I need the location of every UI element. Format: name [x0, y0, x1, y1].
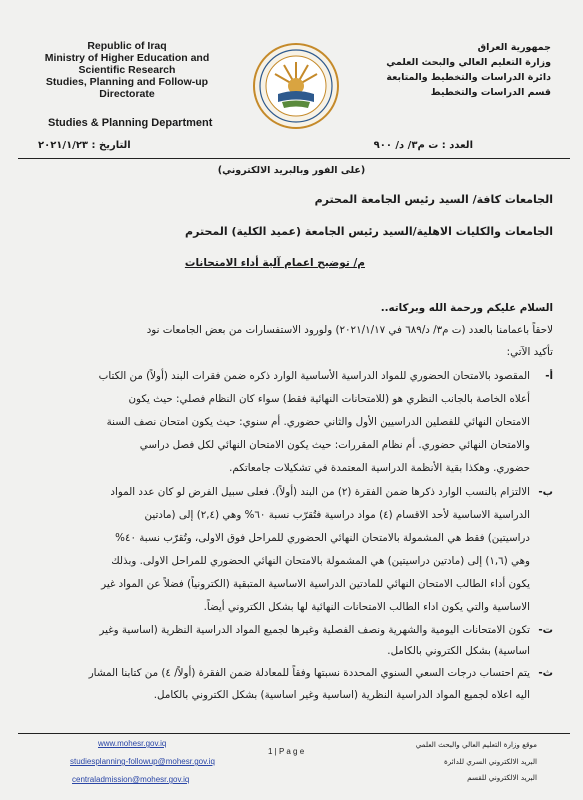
recipient-line: الجامعات كافة/ السيد رئيس الجامعة المحترم: [314, 193, 553, 206]
item-marker: ت-: [538, 624, 553, 636]
item-line: اساسية) بشكل الكتروني بالكامل.: [387, 645, 530, 657]
footer-link-admission[interactable]: centraladmission@mohesr.gov.iq: [72, 775, 190, 784]
item-line: اليه اعلاه لجميع المواد الدراسية النظرية (اساسية وغير اساسية) بشكل الكتروني بالكامل.: [153, 689, 530, 701]
item-line: يتم احتساب درجات السعي السنوي المحددة نسبتها وفقاً للمعادلة ضمن الفقرة (أولاً/ ٤) من كتابنا المشار: [88, 667, 530, 679]
footer-label: البريد الالكتروني السري للدائرة: [443, 757, 537, 766]
footer-label: البريد الالكتروني للقسم: [467, 773, 537, 782]
item-line: تكون الامتحانات اليومية والشهرية ونصف الفصلية وغيرها لجميع المواد الدراسية النظرية (اساسية وغير: [99, 624, 530, 636]
reference-date: التاريخ : ٢٠٢١/١/٢٣: [38, 140, 131, 151]
page-number: 1 | P a g e: [268, 747, 305, 756]
intro-line: لاحقاً باعمامنا بالعدد (ت م٣/ د/٦٨٩ في ٢٠٢١/١/١٧) ولورود الاستفسارات من بعض الجامعات نود: [146, 324, 553, 336]
item-line: والامتحان النهائي حضوري. أم نظام المقررات: حيث يكون الامتحان النهائي لكل فصل دراسي: [139, 439, 530, 451]
subject-line: م/ توضيح اعمام آلية أداء الامتحانات: [184, 257, 365, 269]
ministry-seal-logo: [252, 42, 340, 130]
en-header-line: Republic of Iraq: [87, 40, 167, 52]
item-line: الدراسية الاساسية لأحد الاقسام (٤) مواد دراسية فتُقرّب نسبة ٦٠% وهي (٢,٤) إلى (مادتين: [144, 509, 530, 521]
item-line: وهي (١,٦) إلى (مادتين دراسيتين) هي المشمولة بالامتحان النهائي الحضوري للمراحل الاولى. وبذلك: [111, 555, 530, 567]
en-header-line: Directorate: [99, 88, 155, 100]
recipient-line: الجامعات والكليات الاهلية/السيد رئيس الجامعة (عميد الكلية) المحترم: [185, 225, 553, 238]
arabic-header: [381, 40, 551, 100]
footer-link-email[interactable]: studiesplanning-followup@mohesr.gov.iq: [70, 757, 215, 766]
intro-line: تأكيد الآتي:: [506, 346, 553, 358]
item-marker: ب-: [538, 486, 553, 498]
ar-header-line: جمهورية العراق: [477, 42, 551, 53]
reference-number: العدد : ت م٣/ د/ ٩٠٠: [373, 140, 473, 151]
footer-link-website[interactable]: www.mohesr.gov.iq: [98, 739, 167, 748]
en-header-line: Scientific Research: [78, 64, 176, 76]
item-marker: ث-: [538, 667, 553, 679]
ar-header-line: دائرة الدراسات والتخطيط والمتابعة: [386, 72, 551, 83]
item-line: حضوري. وهكذا بقية الأنظمة الدراسية المعتمدة في تشكيلات جامعاتكم.: [229, 462, 530, 474]
item-line: الامتحان النهائي للفصلين الدراسيين الأول والثاني حضوري. أم سنوي: حيث يكون امتحان نصف السنة: [106, 416, 530, 428]
item-line: يكون أداء الطالب الامتحان النهائي للمادتين الدراسية الاساسية المتبقية (الكترونياً) فضلاً عن المواد غير: [101, 578, 530, 590]
english-department: Studies & Planning Department: [48, 117, 213, 129]
item-line: دراسيتين) فقط هي المشمولة بالامتحان النهائي الحضوري للمراحل فوق الاولى، وتُقرّب نسبة ٤٠%: [115, 532, 530, 544]
en-header-line: Studies, Planning and Follow-up: [45, 76, 209, 88]
header-divider: [18, 158, 570, 159]
item-marker: أ-: [545, 370, 553, 382]
delivery-note: (على الفور وبالبريد الالكتروني): [217, 165, 366, 176]
ar-header-line: وزارة التعليم العالي والبحث العلمي: [386, 57, 551, 68]
item-line: الالتزام بالنسب الوارد ذكرها ضمن الفقرة (٢) من البند (أولاً). فعلى سبيل الفرض لو كان عدد المواد: [110, 486, 530, 498]
english-header: [22, 40, 232, 100]
ar-header-line: قسم الدراسات والتخطيط: [430, 87, 551, 98]
footer-label: موقع وزارة التعليم العالي والبحث العلمي: [415, 740, 537, 749]
en-header-line: Ministry of Higher Education and: [44, 52, 210, 64]
greeting: السلام عليكم ورحمة الله وبركاته..: [380, 302, 553, 314]
item-line: الاساسية والتي يكون اداء الطالب الامتحانات النهائية لها بشكل الكتروني أيضاً.: [203, 601, 530, 613]
footer-divider: [18, 733, 570, 734]
item-line: المقصود بالامتحان الحضوري للمواد الدراسية الأساسية الوارد ذكره ضمن فقرات البند (أولاً) من الكتاب: [98, 370, 530, 382]
item-line: أعلاه الخاصة بالجانب النظري هو (للامتحانات النهائية فقط) سواء كان النظام فصلي: حيث يكون: [128, 393, 530, 405]
